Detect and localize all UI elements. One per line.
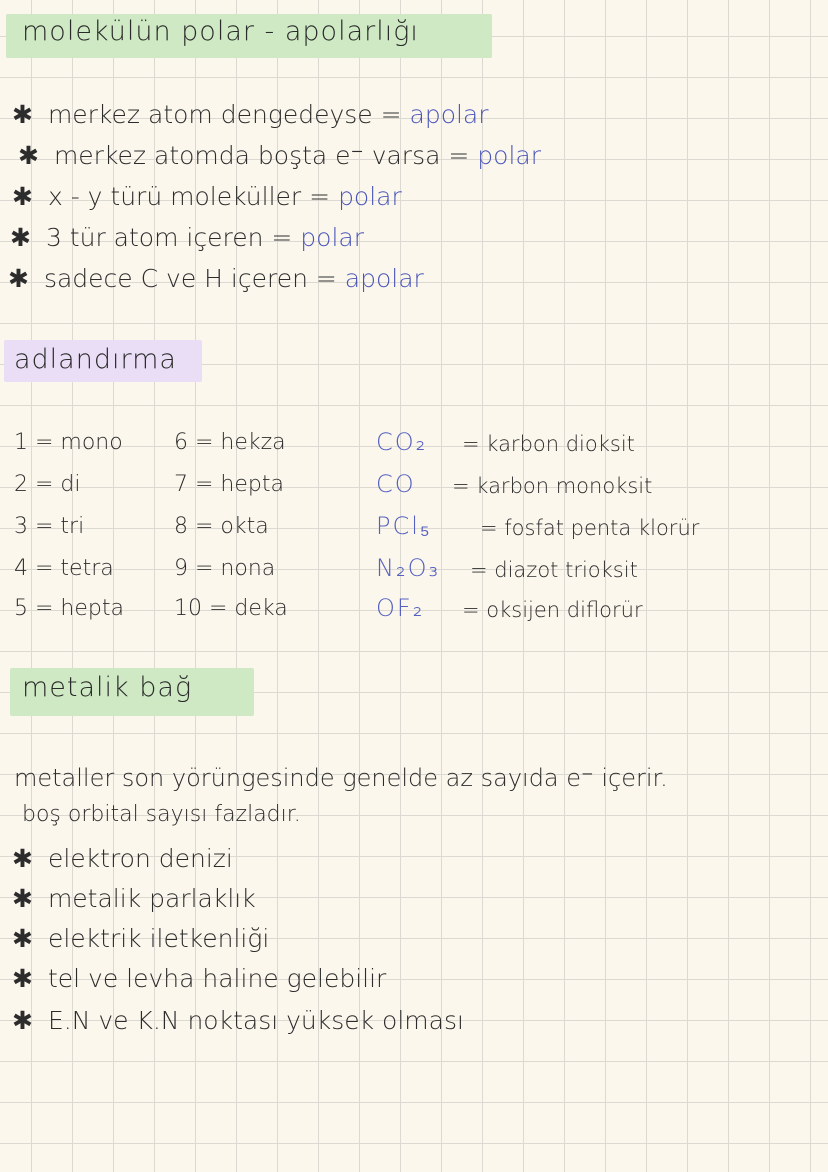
- polarity-title: molekülün polar - apolarlığı: [22, 16, 419, 47]
- compound-formula: PCl₅: [376, 512, 432, 540]
- polarity-item-value: polar: [300, 223, 364, 252]
- compound-formula: OF₂: [376, 594, 425, 622]
- prefix-item: 2 = di: [14, 472, 81, 497]
- metallic-item-text: tel ve levha haline gelebilir: [47, 964, 387, 993]
- bullet-star-icon: ✱: [10, 223, 31, 252]
- prefix-item: 1 = mono: [14, 430, 123, 455]
- polarity-item: [12, 182, 402, 211]
- polarity-item-value: polar: [338, 182, 402, 211]
- compound-formula: CO: [376, 470, 416, 498]
- metallic-item-text: elektrik iletkenliği: [47, 924, 270, 953]
- metallic-item-text: elektron denizi: [47, 844, 233, 873]
- polarity-item: [8, 264, 424, 293]
- bullet-star-icon: ✱: [12, 844, 33, 873]
- prefix-item: 8 = okta: [174, 514, 269, 539]
- metallic-item-text: metalik parlaklık: [47, 884, 256, 913]
- prefix-item: 9 = nona: [174, 556, 276, 581]
- metallic-item-text: E.N ve K.N noktası yüksek olması: [47, 1006, 464, 1035]
- polarity-item-text: merkez atom dengedeyse =: [47, 100, 402, 129]
- bullet-star-icon: ✱: [12, 100, 33, 129]
- polarity-item: [18, 141, 541, 170]
- polarity-item-text: x - y türü moleküller =: [47, 182, 331, 211]
- polarity-item-value: apolar: [409, 100, 489, 129]
- compound-formula: N₂O₃: [376, 554, 441, 582]
- polarity-item-value: apolar: [344, 264, 424, 293]
- metallic-item: [12, 964, 386, 993]
- prefix-item: 10 = deka: [174, 596, 288, 621]
- bullet-star-icon: ✱: [18, 141, 39, 170]
- bullet-star-icon: ✱: [12, 884, 33, 913]
- bullet-star-icon: ✱: [12, 182, 33, 211]
- naming-title: adlandırma: [14, 344, 177, 375]
- compound-name: = karbon dioksit: [462, 432, 635, 456]
- prefix-item: 6 = hekza: [174, 430, 286, 455]
- metallic-item: [12, 1006, 464, 1035]
- bullet-star-icon: ✱: [12, 964, 33, 993]
- polarity-item-text: 3 tür atom içeren =: [45, 223, 293, 252]
- metallic-paragraph-line: metaller son yörüngesinde genelde az sayıda e⁻ içerir.: [14, 764, 668, 792]
- metallic-paragraph-line: boş orbital sayısı fazladır.: [22, 802, 301, 827]
- prefix-item: 3 = tri: [14, 514, 85, 539]
- compound-formula: CO₂: [376, 428, 428, 456]
- prefix-item: 5 = hepta: [14, 596, 124, 621]
- polarity-item-text: sadece C ve H içeren =: [43, 264, 337, 293]
- metallic-item: [12, 884, 256, 913]
- metallic-title: metalik bağ: [22, 672, 193, 703]
- compound-name: = fosfat penta klorür: [480, 516, 700, 540]
- bullet-star-icon: ✱: [8, 264, 29, 293]
- bullet-star-icon: ✱: [12, 924, 33, 953]
- prefix-item: 4 = tetra: [14, 556, 114, 581]
- metallic-item: [12, 924, 269, 953]
- bullet-star-icon: ✱: [12, 1006, 33, 1035]
- polarity-item-text: merkez atomda boşta e⁻ varsa =: [53, 141, 470, 170]
- polarity-item: [10, 223, 364, 252]
- compound-name: = oksijen diflorür: [462, 598, 643, 622]
- prefix-item: 7 = hepta: [174, 472, 284, 497]
- polarity-item: [12, 100, 489, 129]
- compound-name: = diazot trioksit: [470, 558, 638, 582]
- metallic-item: [12, 844, 233, 873]
- compound-name: = karbon monoksit: [452, 474, 653, 498]
- polarity-item-value: polar: [477, 141, 541, 170]
